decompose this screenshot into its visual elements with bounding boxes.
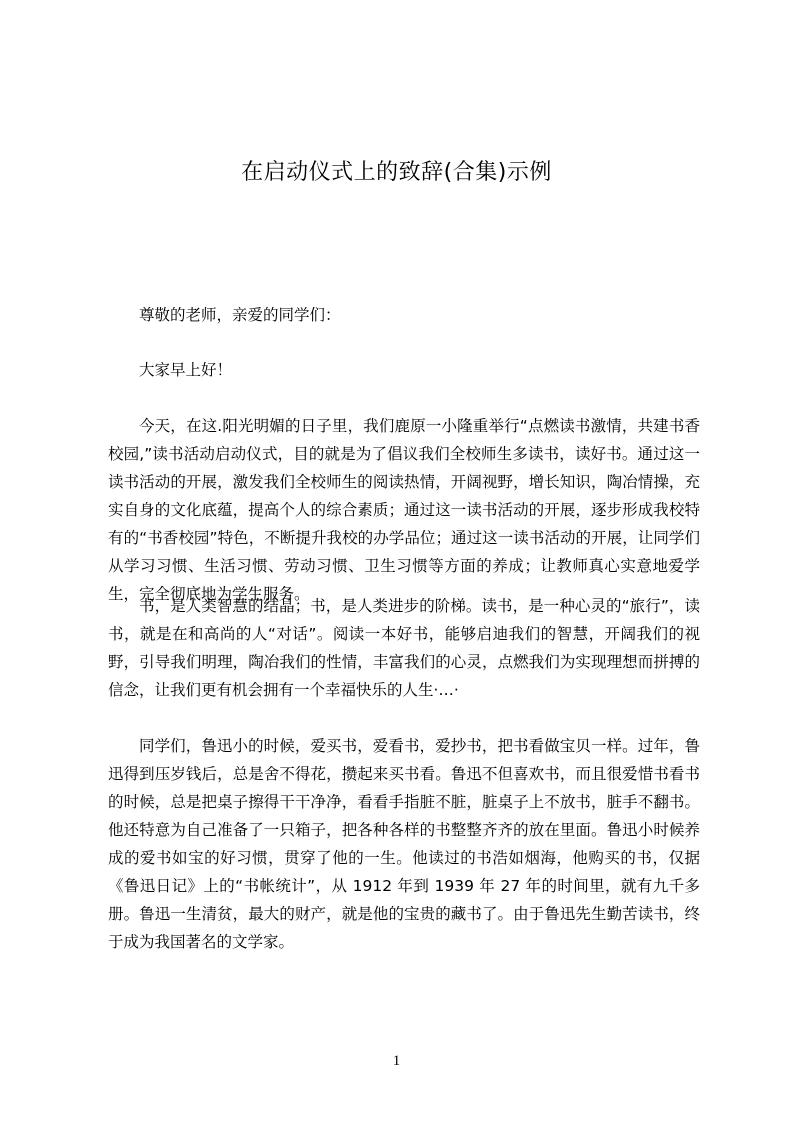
salutation: 尊敬的老师，亲爱的同学们：: [139, 305, 341, 324]
page-number: 1: [392, 1053, 401, 1069]
paragraph-1: 今天，在这.阳光明媚的日子里，我们鹿原一小隆重举行“点燃读书激情，共建书香校园,”读书活动启动仪式，目的就是为了倡议我们全校师生多读书，读好书。通过这一读书活动的开展，激发我们全校师生的阅读热情，开阔视野，增长知识，陶冶情操，充实自身的文化底蕴，提高个人的综合素质；通过这一读书活动的开展，逐步形成我校特有的“书香校园”特色，不断提升我校的办学品位；通过这一读书活动的开展，让同学们从学习习惯、生活习惯、劳动习惯、卫生习惯等方面的养成；让教师真心实意地爱学生，完全彻底地为学生服务。: [108, 416, 700, 603]
document-title: 在启动仪式上的致辞(合集)示例: [241, 159, 552, 185]
paragraph-2: 书，是人类智慧的结晶；书，是人类进步的阶梯。读书，是一种心灵的“旅行”，读书，就是在和高尚的人“对话”。阅读一本好书，能够启迪我们的智慧，开阔我们的视野，引导我们明理，陶冶我们的性情，丰富我们的心灵，点燃我们为实现理想而拼搏的信念，让我们更有机会拥有一个幸福快乐的人生·…·: [108, 596, 700, 699]
greeting: 大家早上好！: [139, 360, 233, 379]
paragraph-3: 同学们，鲁迅小的时候，爱买书，爱看书，爱抄书，把书看做宝贝一样。过年，鲁迅得到压岁钱后，总是舍不得花，攒起来买书看。鲁迅不但喜欢书，而且很爱惜书看书的时候，总是把桌子擦得干干净净，看看手指脏不脏，脏桌子上不放书，脏手不翻书。他还特意为自己准备了一只箱子，把各种各样的书整整齐齐的放在里面。鲁迅小时候养成的爱书如宝的好习惯，贯穿了他的一生。他读过的书浩如烟海，他购买的书，仅据《鲁迅日记》上的“书帐统计”，从 1912 年到 1939 年 27 年的时间里，就有九千多册。鲁迅一生清贫，最大的财产，就是他的宝贵的藏书了。由于鲁迅先生勤苦读书，终于成为我国著名的文学家。: [108, 736, 700, 951]
